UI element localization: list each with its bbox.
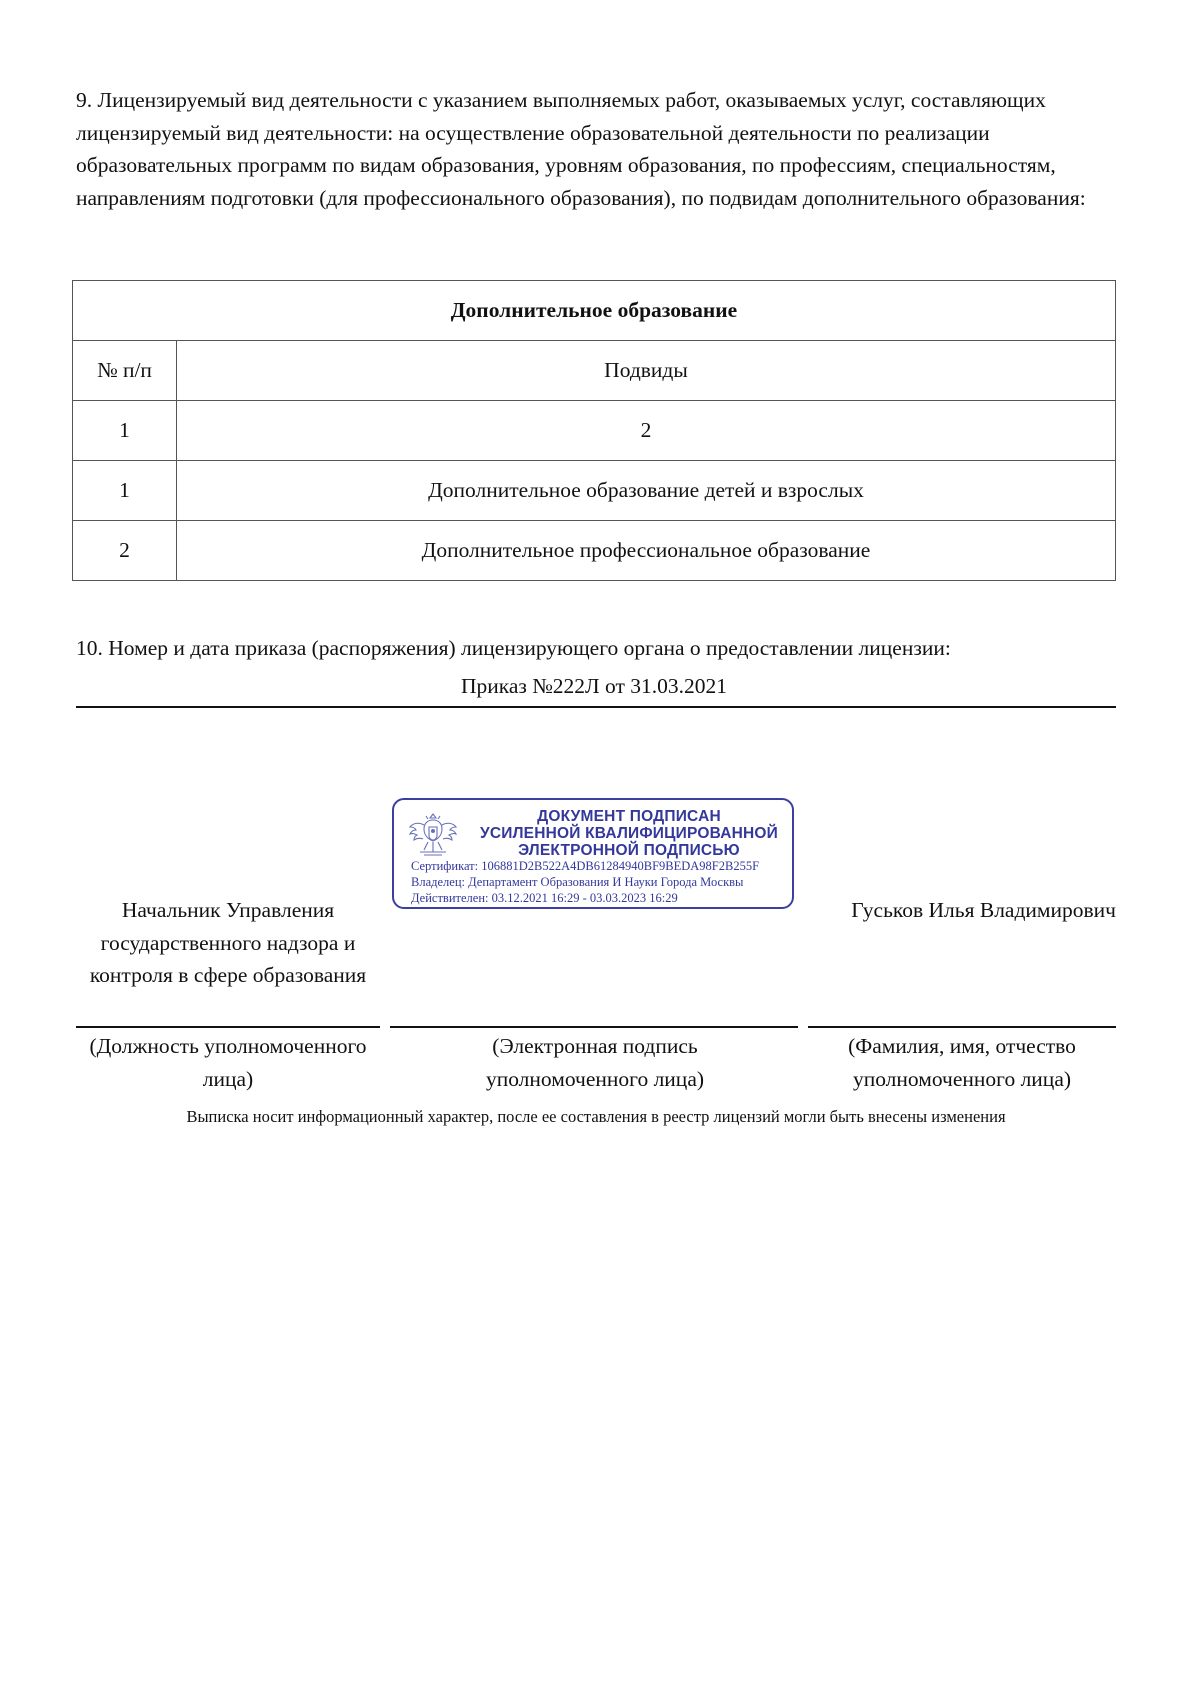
row-subtype: Дополнительное профессиональное образование <box>177 521 1116 581</box>
table-title: Дополнительное образование <box>73 281 1116 341</box>
column-header-subtypes: Подвиды <box>177 341 1116 401</box>
order-underline <box>76 706 1116 708</box>
stamp-validity: Действителен: 03.12.2021 16:29 - 03.03.2023 16:29 <box>411 891 678 905</box>
stamp-certificate: Сертификат: 106881D2B522A4DB61284940BF9BEDA98F2B255F <box>411 859 760 873</box>
signatory-full-name: Гуськов Илья Владимирович <box>851 898 1116 922</box>
signatory-position: Начальник Управления государственного надзора и контроля в сфере образования <box>89 898 367 987</box>
row-number: 1 <box>73 461 177 521</box>
column-header-number: № п/п <box>73 341 177 401</box>
table-index-row <box>73 401 1116 461</box>
row-number: 2 <box>73 521 177 581</box>
position-signature-line <box>76 1026 380 1028</box>
stamp-title-line-2: УСИЛЕННОЙ КВАЛИФИЦИРОВАННОЙ <box>480 825 778 842</box>
informational-footer-note: Выписка носит информационный характер, после ее составления в реестр лицензий могли быть внесены изменения <box>186 1107 1006 1126</box>
full-name-signature-line <box>808 1026 1116 1028</box>
column-index-1: 1 <box>73 401 177 461</box>
table-header-row <box>73 341 1116 401</box>
electronic-signature-line <box>390 1026 798 1028</box>
electronic-signature-stamp <box>392 798 794 909</box>
stamp-owner: Владелец: Департамент Образования И Науки Города Москвы <box>411 875 744 889</box>
russian-coat-of-arms-icon <box>404 808 462 860</box>
order-number-date: Приказ №222Л от 31.03.2021 <box>460 674 728 698</box>
stamp-title-line-3: ЭЛЕКТРОННОЙ ПОДПИСЬЮ <box>518 842 740 859</box>
section-9-text: 9. Лицензируемый вид деятельности с указанием выполняемых работ, оказываемых услуг, составляющих лицензируемый вид деятельности: на осуществление образовательной деятельности по реализации образовательных программ по видам образования, уровням образования, по профессиям, специальностям, направлениям подготовки (для профессионального образования), по подвидам дополнительного образования: <box>76 88 1086 210</box>
table-row <box>73 521 1116 581</box>
additional-education-table <box>72 280 1116 581</box>
caption-full-name: (Фамилия, имя, отчество уполномоченного лица) <box>848 1034 1076 1091</box>
row-subtype: Дополнительное образование детей и взрослых <box>177 461 1116 521</box>
table-row <box>73 461 1116 521</box>
table-title-row <box>73 281 1116 341</box>
section-10-text: 10. Номер и дата приказа (распоряжения) лицензирующего органа о предоставлении лицензии: <box>76 636 951 660</box>
stamp-title-line-1: ДОКУМЕНТ ПОДПИСАН <box>537 808 721 825</box>
caption-position: (Должность уполномоченного лица) <box>89 1034 367 1091</box>
column-index-2: 2 <box>177 401 1116 461</box>
caption-signature: (Электронная подпись уполномоченного лица) <box>485 1034 705 1091</box>
